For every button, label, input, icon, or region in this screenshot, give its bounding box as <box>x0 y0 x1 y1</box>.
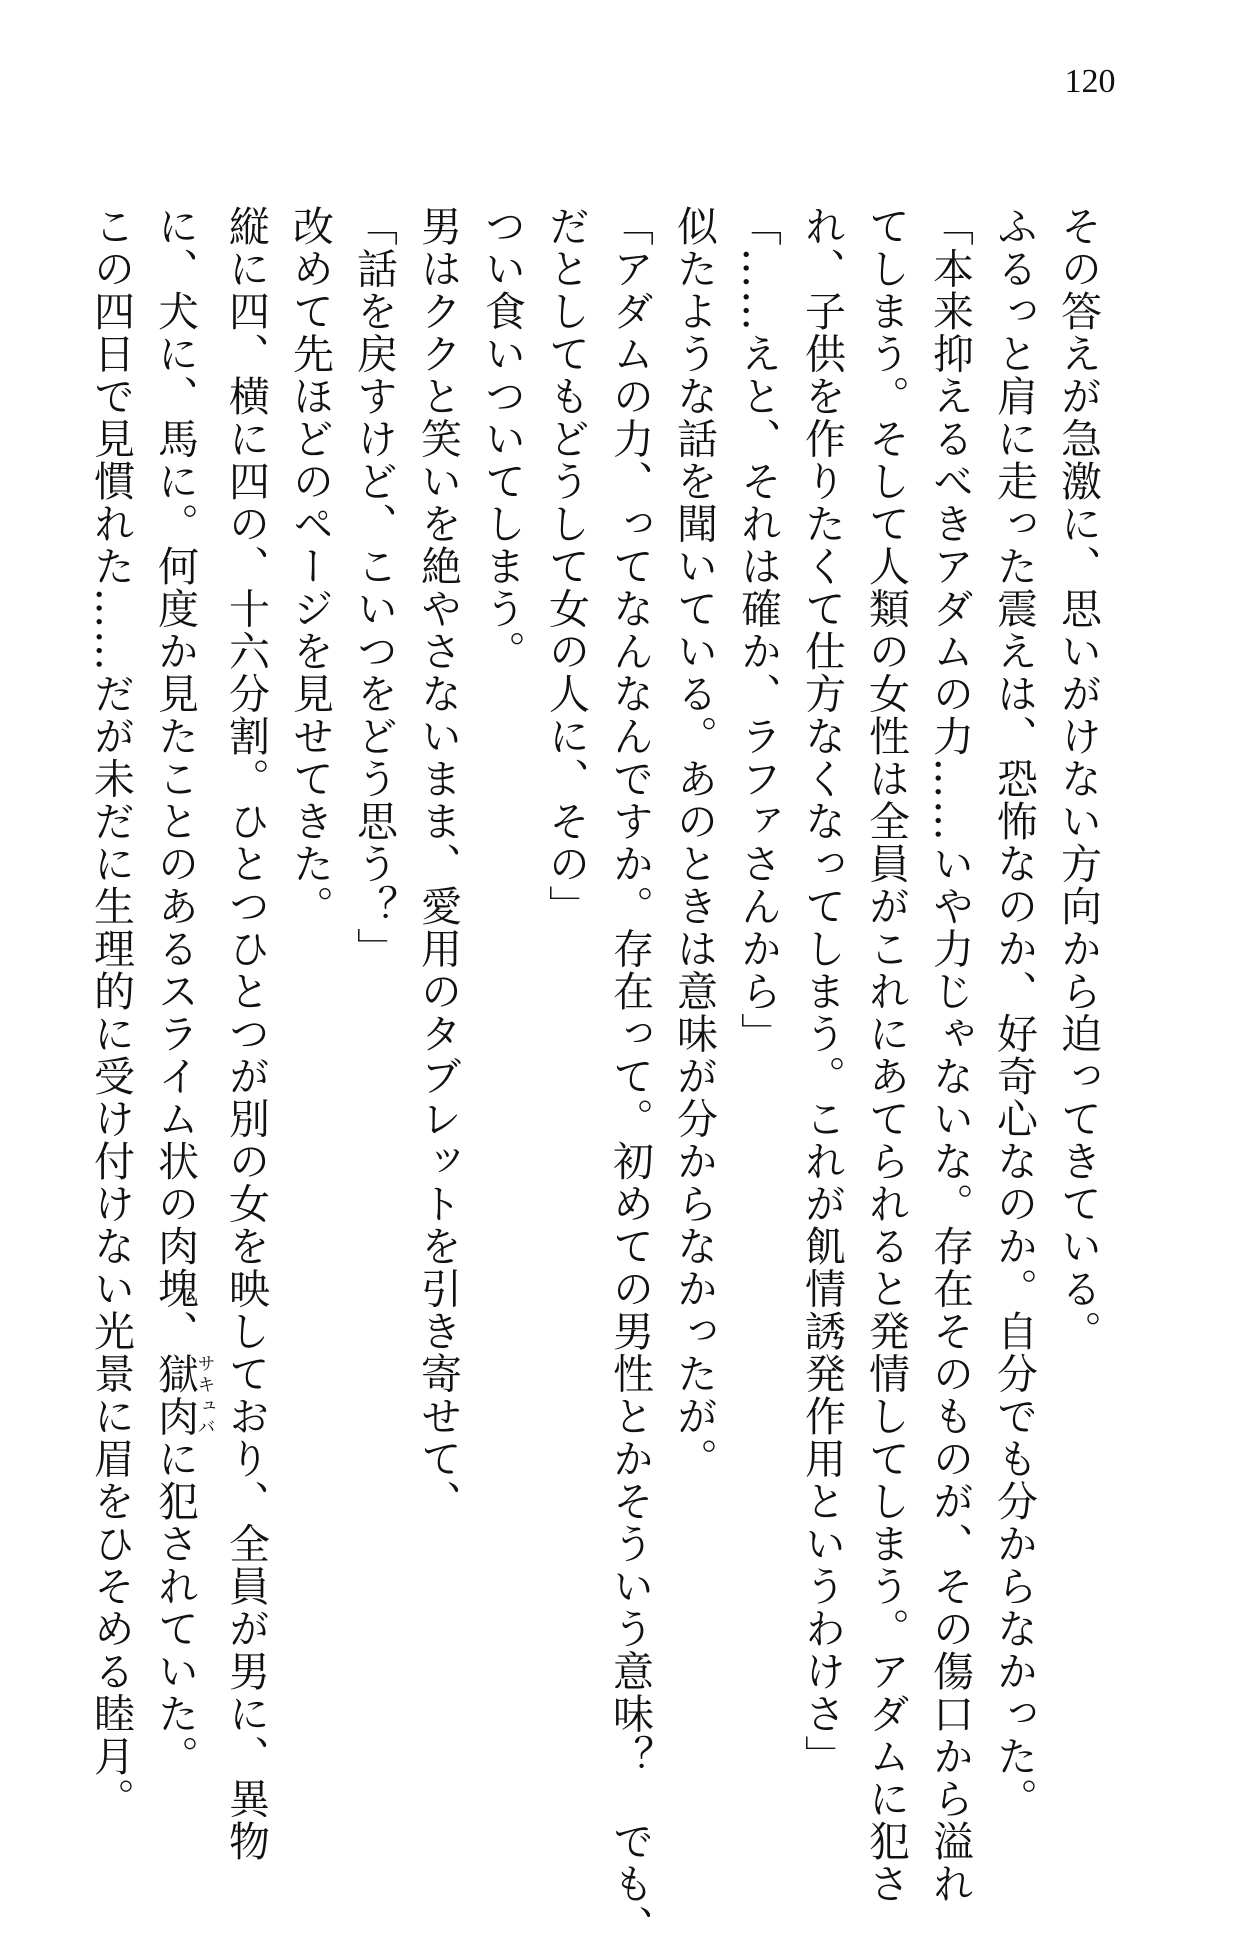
text-line: この四日で見慣れた……だが未だに生理的に受け付けない光景に眉をひそめる睦月。 <box>87 205 135 1820</box>
text-line-with-ruby <box>143 205 216 1778</box>
text-line: 「話を戻すけど、こいつをどう思う？」 <box>350 205 398 970</box>
page-number: 120 <box>1064 63 1116 100</box>
body-text <box>87 205 1110 1948</box>
text-segment: に犯されていた。 <box>151 1437 199 1778</box>
text-line: だとしてもどうして女の人に、その」 <box>542 205 590 928</box>
text-line: 似たような話を聞いている。あのときは意味が分からなかったが。 <box>670 205 718 1480</box>
ruby-base: 獄肉 <box>151 1352 199 1438</box>
text-line: ふるっと肩に走った震えは、恐怖なのか、好奇心なのか。自分でも分からなかった。 <box>990 205 1038 1820</box>
text-line: つい食いついてしまう。 <box>478 205 526 673</box>
text-line: 男はククと笑いを絶やさないまま、愛用のタブレットを引き寄せて、 <box>414 205 462 1523</box>
text-line: 改めて先ほどのページを見せてきた。 <box>286 205 334 928</box>
text-line: 「本来抑えるべきアダムの力……いや力じゃないな。存在そのものが、その傷口から溢れ <box>926 205 974 1905</box>
text-line: その答えが急激に、思いがけない方向から迫ってきている。 <box>1054 205 1102 1353</box>
text-line: れ、子供を作りたくて仕方なくなってしまう。これが飢情誘発作用というわけさ」 <box>798 205 846 1778</box>
ruby-annotation <box>151 1352 216 1438</box>
text-line: 「……えと、それは確か、ラファさんから」 <box>734 205 782 1055</box>
ruby-reading: サキュバ <box>194 1352 216 1438</box>
text-line: 「アダムの力、ってなんなんですか。存在って。初めての男性とかそういう意味？ でも、 <box>606 205 654 1948</box>
text-line: 縦に四、横に四の、十六分割。ひとつひとつが別の女を映しており、全員が男に、異物 <box>222 205 270 1863</box>
text-segment: に、犬に、馬に。何度か見たことのあるスライム状の肉塊、 <box>151 205 199 1353</box>
text-line: てしまう。そして人類の女性は全員がこれにあてられると発情してしまう。アダムに犯さ <box>862 205 910 1905</box>
